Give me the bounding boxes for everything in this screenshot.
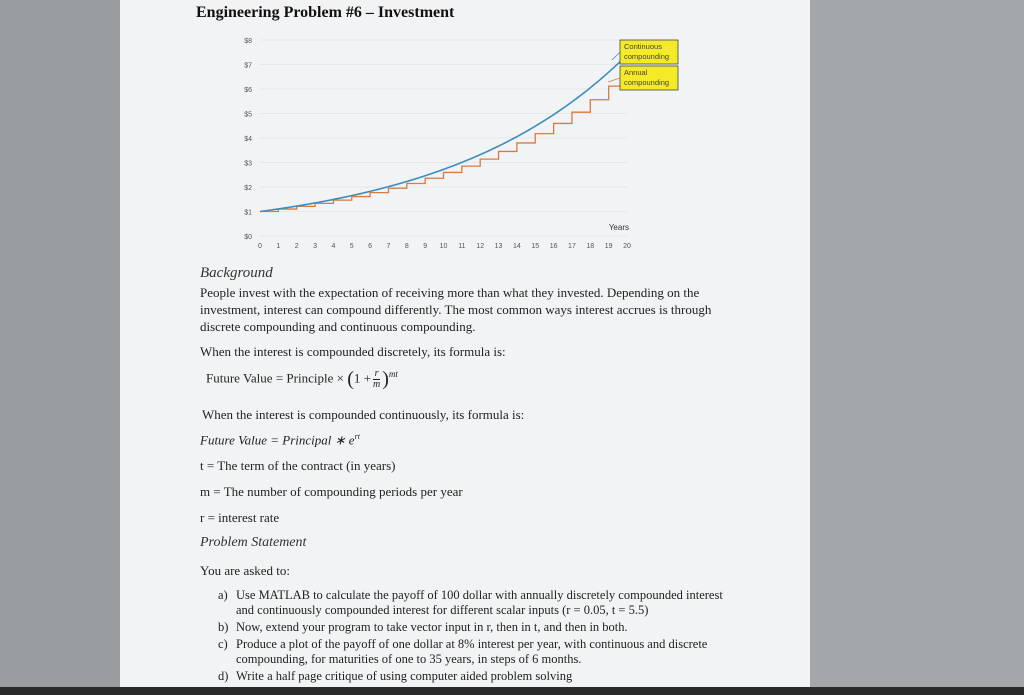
- list-item-text: Use MATLAB to calculate the payoff of 100 dollar with annually discretely compounded interest and continuously compounded interest for different scalar inputs (r = 0.05, t = 5.5): [236, 588, 723, 617]
- background-right: [810, 0, 1024, 695]
- series-annual-compounding: [260, 71, 627, 211]
- list-item-label: c): [218, 637, 228, 651]
- continuous-formula: [200, 432, 360, 448]
- background-heading: Background: [200, 265, 273, 281]
- x-tick-label: 15: [531, 243, 540, 250]
- list-item-text: Write a half page critique of using computer aided problem solving: [236, 669, 573, 683]
- x-tick-label: 18: [586, 243, 595, 250]
- legend-continuous-pointer: [612, 52, 620, 60]
- y-tick-label: $3: [244, 160, 252, 168]
- list-item: [218, 620, 738, 635]
- x-tick-label: 4: [331, 243, 336, 250]
- list-item-label: a): [218, 588, 228, 602]
- list-item: [218, 669, 738, 684]
- x-tick-label: 0: [258, 243, 262, 250]
- list-item-label: d): [218, 669, 229, 683]
- definition-r: r = interest rate: [200, 510, 280, 525]
- bottom-bar: [0, 687, 1024, 695]
- y-tick-label: $6: [244, 87, 252, 94]
- x-tick-label: 20: [623, 243, 631, 250]
- background-line-1: People invest with the expectation of receiving more than what they invested. Depending on the: [200, 285, 700, 300]
- x-tick-label: 1: [276, 243, 281, 250]
- legend-continuous-line1: Continuous: [624, 42, 662, 51]
- problem-heading: Problem Statement: [200, 535, 307, 550]
- document-page: [120, 0, 810, 690]
- x-tick-label: 19: [604, 243, 613, 250]
- discrete-formula-lhs: Future Value: [206, 370, 273, 386]
- x-tick-label: 12: [476, 243, 485, 250]
- legend-continuous: [620, 40, 678, 64]
- problem-list: [218, 588, 738, 686]
- x-tick-label: 9: [423, 243, 428, 250]
- definition-m: m = The number of compounding periods per year: [200, 484, 463, 499]
- y-tick-label: $8: [244, 38, 252, 45]
- legend-annual-pointer: [608, 78, 620, 82]
- background-line-3: discrete compounding and continuous compounding.: [200, 319, 476, 334]
- background-left: [0, 0, 120, 695]
- problem-intro: You are asked to:: [200, 563, 291, 578]
- discrete-formula: Future Value = Principle × (1 + $\frac{r}{m}$ )$^{mt}$: [206, 368, 398, 390]
- background-paragraph: [200, 284, 711, 335]
- x-tick-label: 13: [494, 243, 503, 250]
- continuous-formula-exponent: rt: [354, 432, 360, 441]
- x-tick-label: 3: [313, 243, 318, 250]
- x-tick-label: 5: [349, 243, 354, 250]
- x-tick-label: 7: [386, 243, 391, 250]
- list-item-text: Produce a plot of the payoff of one dollar at 8% interest per year, with continuous and discrete compounding, for maturities of one to 35 years, in steps of 6 months.: [236, 637, 708, 666]
- x-tick-label: 14: [513, 243, 521, 250]
- continuous-formula-text: Future Value = Principal ∗ e: [200, 432, 355, 448]
- list-item: [218, 637, 738, 667]
- background-line-2: investment, interest can compound differently. The most common ways interest accrues is through: [200, 302, 712, 317]
- continuous-intro: When the interest is compounded continuously, its formula is:: [202, 407, 525, 422]
- y-tick-label: $0: [244, 234, 252, 241]
- investment-chart: [232, 30, 712, 260]
- y-axis-ticks: [244, 38, 252, 241]
- x-axis-ticks: [258, 243, 631, 250]
- y-tick-label: $5: [244, 111, 252, 119]
- list-item-text: Now, extend your program to take vector input in r, then in t, and then in both.: [236, 620, 628, 634]
- list-item-label: b): [218, 620, 229, 634]
- discrete-formula-rhs: Principle ×: [286, 370, 344, 386]
- series-continuous-compounding: [260, 55, 627, 212]
- list-item: [218, 588, 738, 618]
- x-tick-label: 16: [549, 243, 558, 250]
- x-axis-label: Years: [608, 223, 629, 232]
- x-tick-label: 6: [368, 243, 373, 250]
- definition-t: t = The term of the contract (in years): [200, 458, 396, 473]
- legend-annual: [620, 66, 678, 90]
- x-tick-label: 8: [404, 243, 409, 250]
- legend-continuous-line2: compounding: [624, 52, 670, 61]
- legend-annual-line2: compounding: [624, 78, 670, 87]
- page-title: Engineering Problem #6 – Investment: [196, 4, 455, 21]
- x-tick-label: 17: [568, 243, 576, 250]
- discrete-intro: When the interest is compounded discretely, its formula is:: [200, 344, 506, 359]
- x-tick-label: 2: [294, 243, 299, 250]
- y-tick-label: $7: [244, 62, 252, 70]
- y-tick-label: $4: [244, 136, 252, 143]
- x-tick-label: 10: [439, 243, 448, 250]
- y-tick-label: $2: [244, 185, 252, 192]
- legend-annual-line1: Annual: [624, 68, 648, 77]
- y-tick-label: $1: [244, 209, 252, 217]
- x-tick-label: 11: [458, 243, 466, 250]
